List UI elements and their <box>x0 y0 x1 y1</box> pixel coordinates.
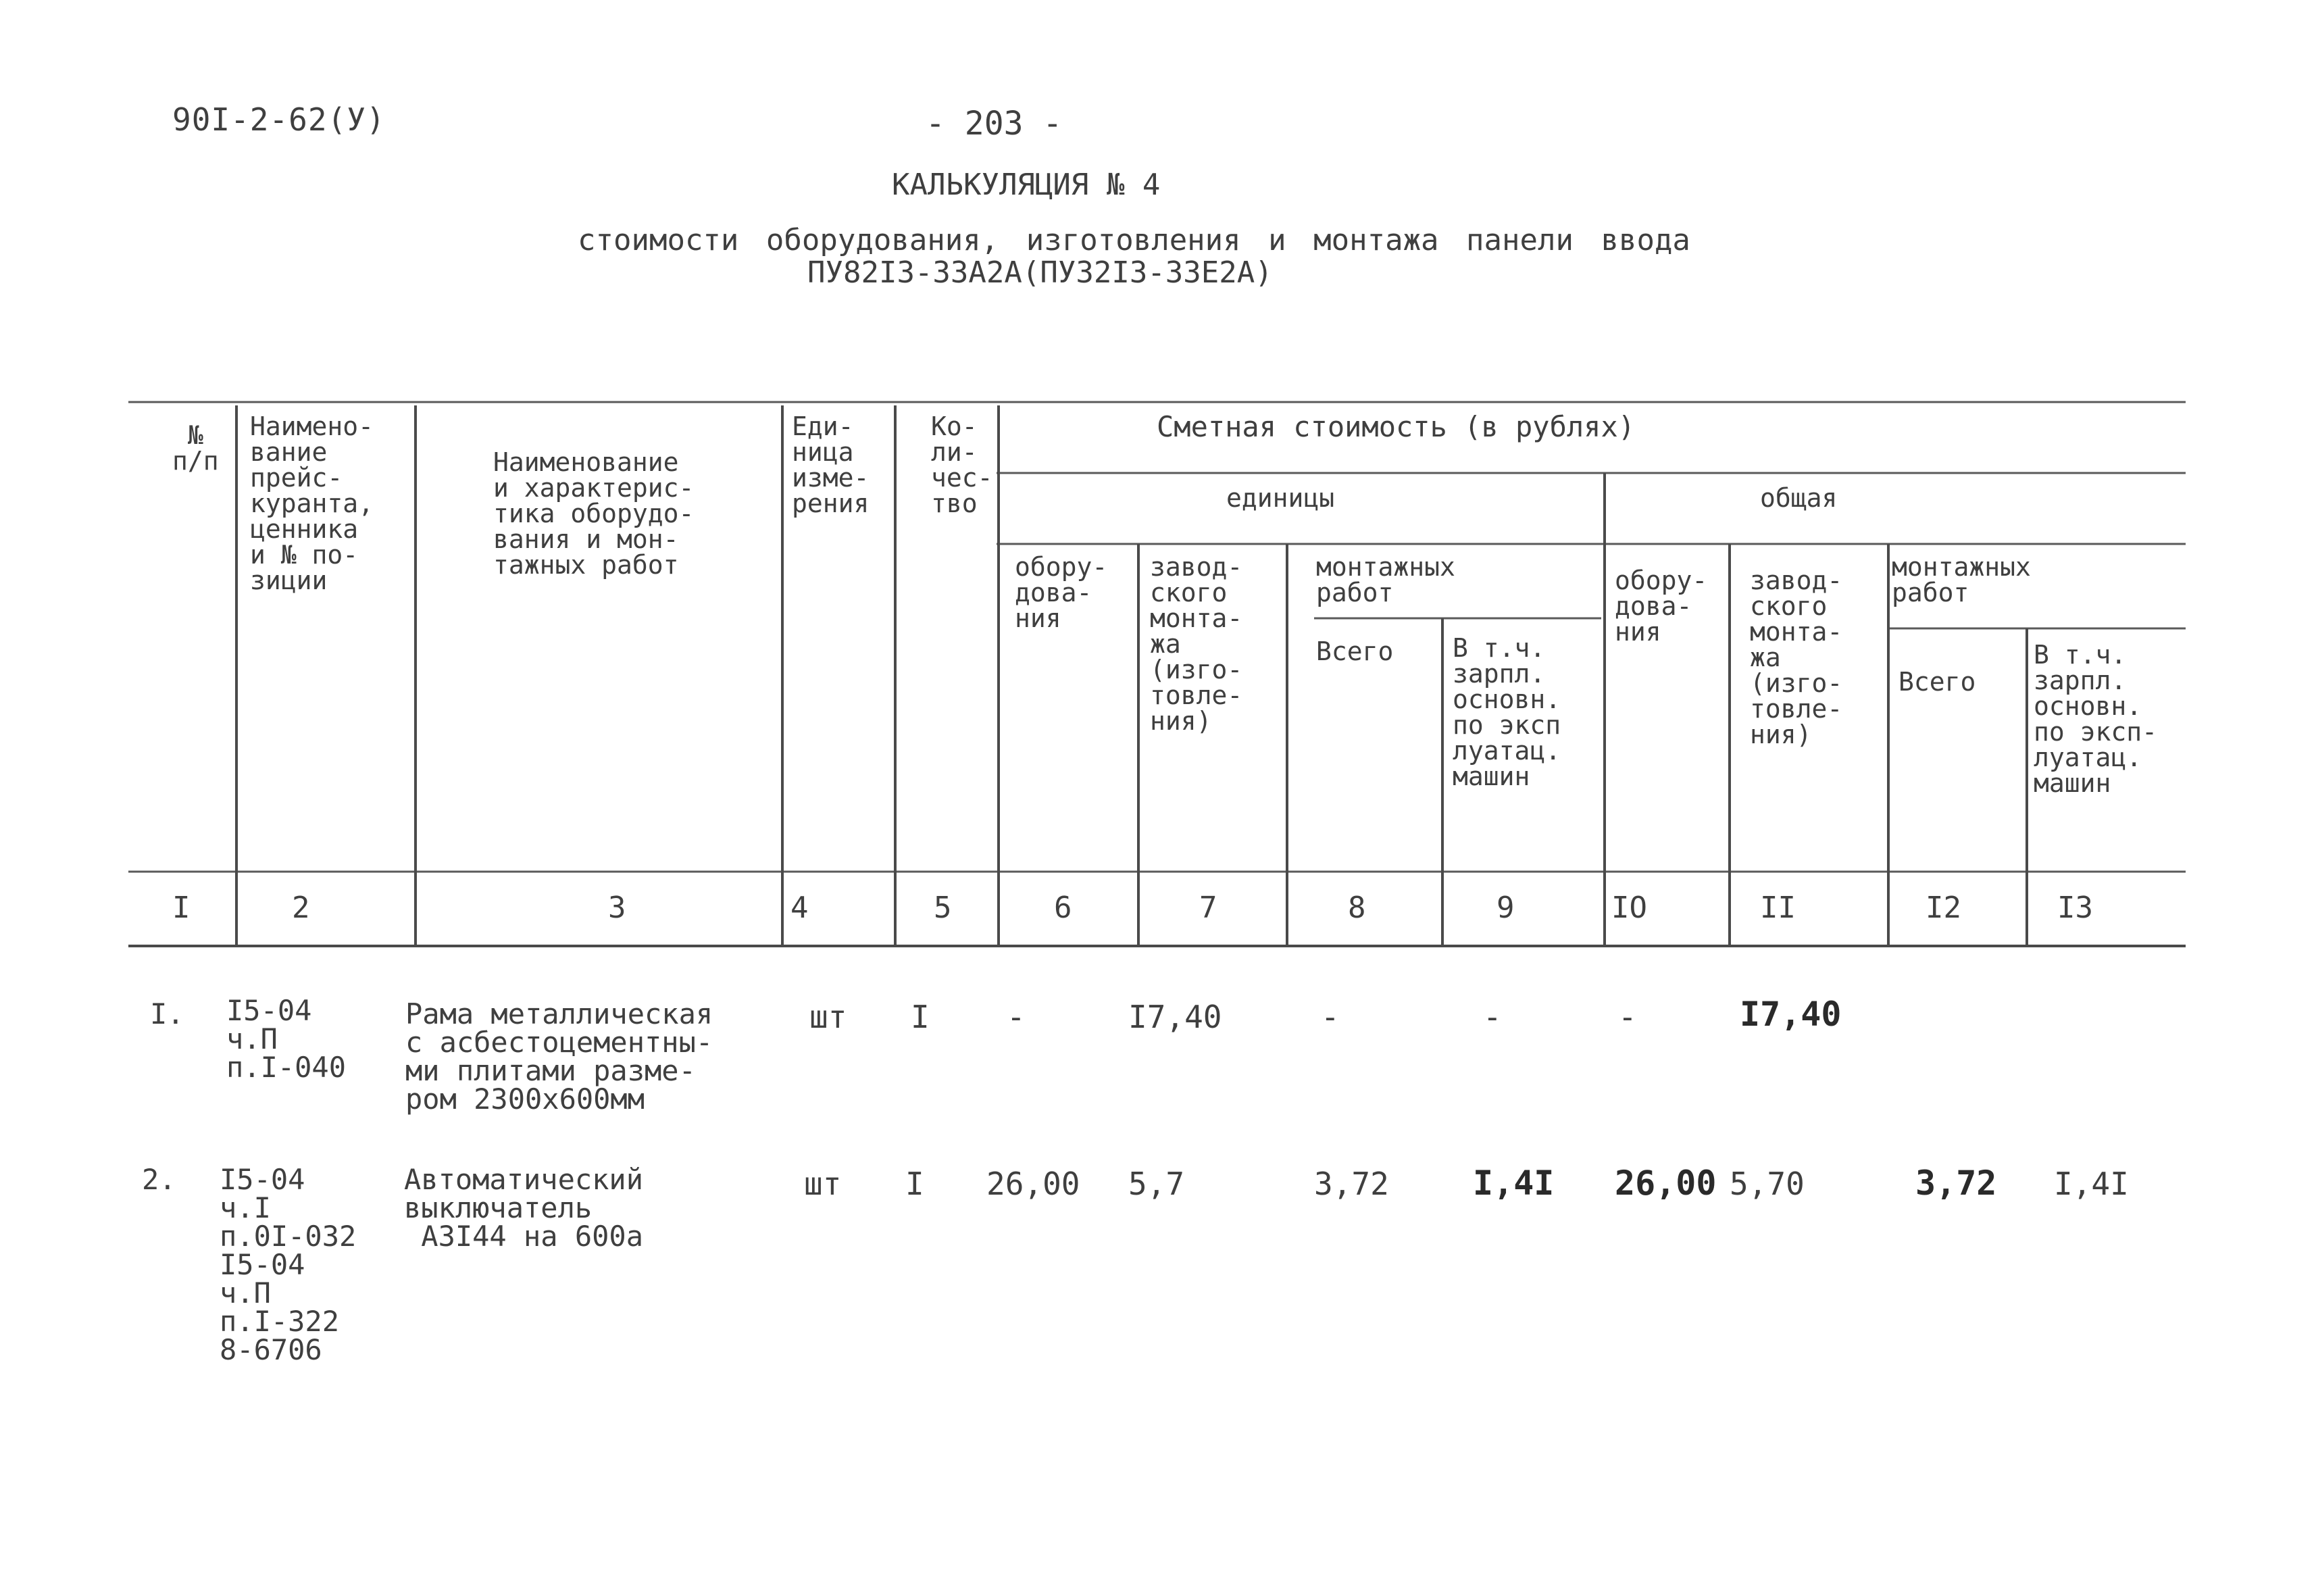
column-number-10: IO <box>1611 891 1647 925</box>
header-installation-total: монтажных работ <box>1892 552 2031 607</box>
document-code: 90I-2-62(У) <box>172 101 386 138</box>
header-install-wages-total: В т.ч. зарпл. основн. по эксп- луатац. машин <box>2034 640 2158 798</box>
header-factory-unit: завод- ского монта- жа (изго- товле- ния) <box>1150 552 1243 736</box>
row-1-name: Рама металлическая с асбестоцементны- ми плитами разме- ром 2300х600мм <box>405 997 713 1116</box>
row-1-price-ref: I5-04 ч.П п.I-040 <box>226 994 347 1084</box>
header-col-number: № п/п <box>172 420 219 476</box>
header-col-name: Наименование и характерис- тика оборудо- вания и мон- тажных работ <box>493 447 695 580</box>
row-1-quantity: I <box>911 999 930 1035</box>
row-2-quantity: I <box>905 1166 924 1202</box>
column-number-12: I2 <box>1926 891 1961 925</box>
column-number-6: 6 <box>1054 891 1072 925</box>
column-number-11: II <box>1760 891 1796 925</box>
column-number-2: 2 <box>292 891 310 925</box>
column-number-8: 8 <box>1348 891 1366 925</box>
header-col-quantity: Ко- ли- чес- тво <box>931 412 993 518</box>
column-number-7: 7 <box>1199 891 1217 925</box>
column-number-13: I3 <box>2057 891 2093 925</box>
row-2-install-wages-total: I,4I <box>2054 1166 2129 1202</box>
row-2-unit: шт <box>804 1166 842 1202</box>
row-2-factory: 5,7 <box>1128 1166 1185 1202</box>
row-2-factory-total: 5,70 <box>1730 1166 1805 1202</box>
row-2-install-wages: I,4I <box>1473 1164 1555 1203</box>
subtitle-line-1: стоимости оборудования, изготовления и монтажа панели ввода <box>578 223 1690 257</box>
header-install-total-unit: Всего <box>1316 637 1394 666</box>
column-number-3: 3 <box>608 891 626 925</box>
row-1-factory-total: I7,40 <box>1740 995 1842 1034</box>
row-1-factory: I7,40 <box>1128 999 1222 1035</box>
page-number: - 203 - <box>926 105 1063 143</box>
row-1-equipment-total: - <box>1618 999 1637 1035</box>
header-install-wages-unit: В т.ч. зарпл. основн. по эксп луатац. машин <box>1453 633 1561 791</box>
header-col-price-ref: Наимено- вание прейс- куранта, ценника и № по- зиции <box>250 412 374 595</box>
column-number-9: 9 <box>1496 891 1515 925</box>
row-2-number: 2. <box>142 1163 176 1196</box>
header-total-group: общая <box>1760 483 1838 513</box>
row-2-equipment-total: 26,00 <box>1615 1164 1717 1203</box>
row-1-equipment: - <box>1007 999 1026 1035</box>
column-number-4: 4 <box>790 891 809 925</box>
header-unit-group: единицы <box>1226 483 1335 513</box>
column-number-1: I <box>172 891 191 925</box>
row-2-name: Автоматический выключатель А3I44 на 600а <box>404 1163 644 1253</box>
row-2-equipment: 26,00 <box>986 1166 1080 1202</box>
row-1-install-wages: - <box>1483 999 1502 1035</box>
subtitle-line-2: ПУ82I3-33А2А(ПУ32I3-33Е2А) <box>807 255 1273 290</box>
row-1-unit: шт <box>809 999 847 1035</box>
header-cost-group: Сметная стоимость (в рублях) <box>1157 410 1636 443</box>
row-1-install-total: - <box>1321 999 1340 1035</box>
header-factory-total: завод- ского монта- жа (изго- товле- ния) <box>1750 566 1843 749</box>
header-install-total-all: Всего <box>1898 667 1976 697</box>
row-2-price-ref: I5-04 ч.I п.0I-032 I5-04 ч.П п.I-322 8-6706 <box>220 1163 357 1366</box>
column-number-5: 5 <box>934 891 952 925</box>
header-col-unit: Еди- ница изме- рения <box>792 412 870 518</box>
row-2-install-total-all: 3,72 <box>1915 1164 1997 1203</box>
calculation-title: КАЛЬКУЛЯЦИЯ № 4 <box>892 168 1161 202</box>
row-1-number: I. <box>150 997 184 1030</box>
header-installation-unit: монтажных работ <box>1316 552 1455 607</box>
row-2-install-total: 3,72 <box>1314 1166 1389 1202</box>
header-equipment-unit: обору- дова- ния <box>1015 552 1108 633</box>
header-equipment-total: обору- дова- ния <box>1615 566 1708 647</box>
